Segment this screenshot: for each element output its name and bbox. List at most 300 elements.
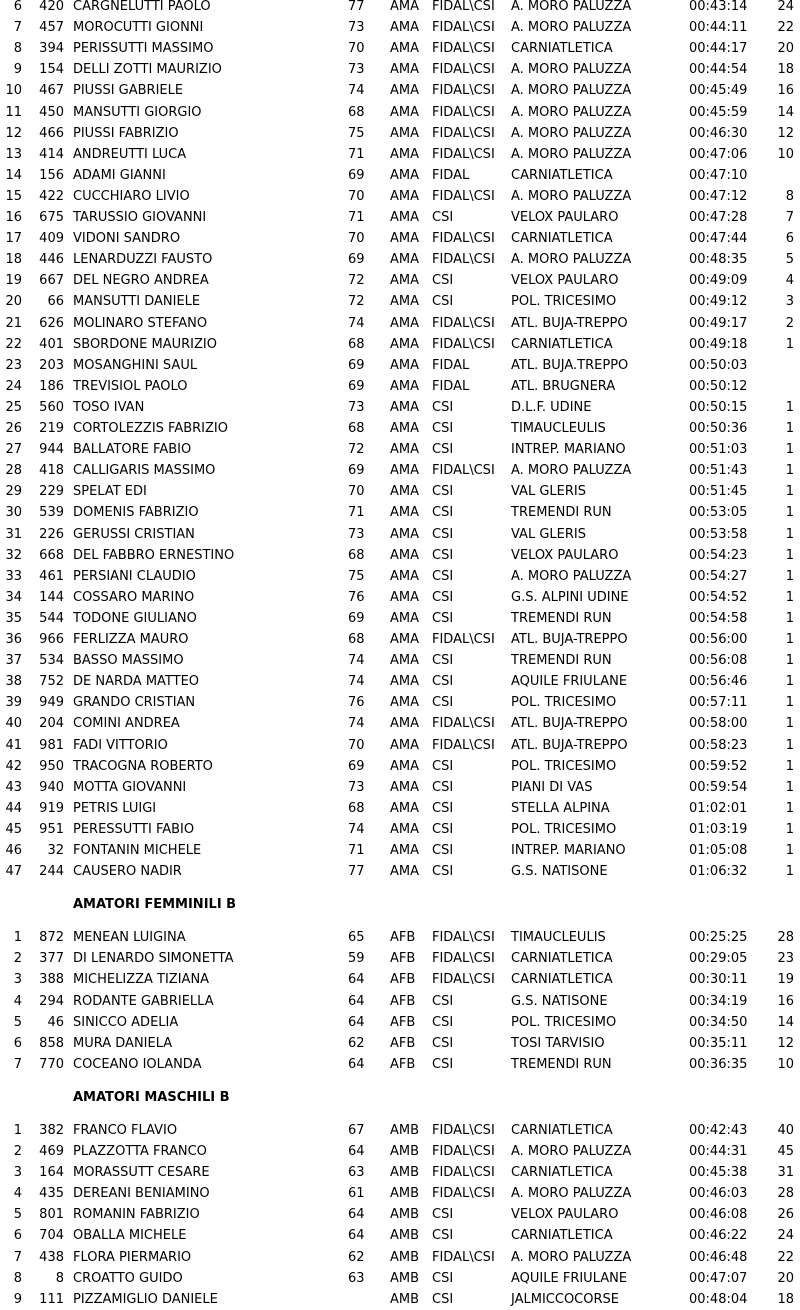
points-cell: 10	[777, 146, 794, 162]
finish-time-cell: 00:47:06	[689, 146, 748, 162]
position-cell: 2	[13, 951, 22, 967]
category-cell: AMB	[390, 1228, 420, 1244]
birth-year-cell: 72	[348, 442, 365, 458]
birth-year-cell: 64	[348, 1014, 365, 1030]
category-cell: AMB	[390, 1291, 420, 1307]
finish-time-cell: 00:57:11	[689, 695, 748, 711]
result-row	[0, 1226, 800, 1246]
result-row	[0, 1290, 800, 1310]
points-cell: 16	[777, 993, 794, 1009]
position-cell: 4	[13, 1186, 22, 1202]
club-cell: A. MORO PALUZZA	[511, 1186, 632, 1202]
finish-time-cell: 00:36:35	[689, 1056, 748, 1072]
club-cell: ATL. BUJA-TREPPO	[511, 315, 628, 331]
birth-year-cell: 69	[348, 252, 365, 268]
category-cell: AMA	[390, 231, 420, 247]
federation-cell: FIDAL\CSI	[432, 252, 495, 268]
points-cell: 1	[785, 653, 794, 669]
birth-year-cell: 74	[348, 674, 365, 690]
birth-year-cell: 69	[348, 610, 365, 626]
result-row	[0, 588, 800, 608]
club-cell: PIANI DI VAS	[511, 779, 593, 795]
federation-cell: CSI	[432, 526, 454, 542]
federation-cell: FIDAL\CSI	[432, 1249, 495, 1265]
club-cell: A. MORO PALUZZA	[511, 146, 632, 162]
bib-number-cell: 186	[39, 378, 64, 394]
category-cell: AMA	[390, 843, 420, 858]
birth-year-cell: 75	[348, 125, 365, 141]
bib-number-cell: 377	[39, 951, 64, 967]
birth-year-cell: 77	[348, 0, 365, 14]
result-row	[0, 419, 800, 439]
federation-cell: CSI	[432, 442, 454, 458]
result-row	[0, 1121, 800, 1141]
athlete-name-cell: COMINI ANDREA	[73, 716, 180, 732]
athlete-name-cell: PERESSUTTI FABIO	[73, 821, 195, 837]
position-cell: 32	[5, 547, 22, 563]
result-row	[0, 672, 800, 692]
position-cell: 36	[5, 632, 22, 647]
result-row	[0, 1248, 800, 1268]
result-row	[0, 1013, 800, 1033]
club-cell: TREMENDI RUN	[511, 653, 612, 669]
result-row	[0, 714, 800, 734]
category-cell: AMB	[390, 1144, 420, 1159]
finish-time-cell: 00:42:43	[689, 1122, 748, 1138]
federation-cell: CSI	[432, 1228, 454, 1244]
club-cell: INTREP. MARIANO	[511, 843, 626, 858]
result-row	[0, 440, 800, 460]
club-cell: TOSI TARVISIO	[511, 1035, 605, 1051]
position-cell: 23	[5, 357, 22, 373]
bib-number-cell: 626	[39, 315, 64, 331]
finish-time-cell: 00:50:36	[689, 421, 748, 436]
athlete-name-cell: CUCCHIARO LIVIO	[73, 188, 190, 204]
finish-time-cell: 00:45:49	[689, 83, 748, 99]
club-cell: ATL. BUJA-TREPPO	[511, 716, 628, 732]
result-row	[0, 314, 800, 334]
category-cell: AFB	[390, 993, 416, 1009]
bib-number-cell: 949	[39, 695, 64, 711]
birth-year-cell: 73	[348, 20, 365, 36]
result-row	[0, 166, 800, 186]
category-cell: AMA	[390, 252, 420, 268]
athlete-name-cell: MANSUTTI DANIELE	[73, 294, 201, 310]
category-cell: AMB	[390, 1207, 420, 1223]
points-cell: 31	[777, 1165, 794, 1181]
club-cell: ATL. BUJA-TREPPO	[511, 737, 628, 753]
federation-cell: FIDAL\CSI	[432, 0, 495, 14]
birth-year-cell: 69	[348, 357, 365, 373]
position-cell: 47	[5, 864, 22, 880]
result-row	[0, 187, 800, 207]
club-cell: A. MORO PALUZZA	[511, 20, 632, 36]
club-cell: CARNIATLETICA	[511, 167, 613, 183]
bib-number-cell: 156	[39, 167, 64, 183]
club-cell: CARNIATLETICA	[511, 1165, 613, 1181]
athlete-name-cell: RODANTE GABRIELLA	[73, 993, 214, 1009]
points-cell: 1	[785, 547, 794, 563]
club-cell: G.S. ALPINI UDINE	[511, 589, 629, 605]
category-cell: AMA	[390, 653, 420, 669]
athlete-name-cell: TARUSSIO GIOVANNI	[73, 210, 207, 225]
club-cell: ATL. BUJA.TREPPO	[511, 357, 629, 373]
club-cell: TREMENDI RUN	[511, 505, 612, 521]
points-cell: 18	[777, 1291, 794, 1307]
result-row	[0, 862, 800, 882]
position-cell: 43	[5, 779, 22, 795]
federation-cell: FIDAL\CSI	[432, 1144, 495, 1159]
federation-cell: CSI	[432, 610, 454, 626]
birth-year-cell: 72	[348, 294, 365, 310]
athlete-name-cell: BALLATORE FABIO	[73, 442, 192, 458]
birth-year-cell: 73	[348, 779, 365, 795]
bib-number-cell: 940	[39, 779, 64, 795]
position-cell: 11	[5, 104, 22, 120]
athlete-name-cell: ADAMI GIANNI	[73, 167, 166, 183]
bib-number-cell: 46	[47, 1014, 64, 1030]
athlete-name-cell: DEREANI BENIAMINO	[73, 1186, 210, 1202]
bib-number-cell: 467	[39, 83, 64, 99]
bib-number-cell: 244	[39, 864, 64, 880]
points-cell: 12	[777, 1035, 794, 1051]
position-cell: 15	[5, 188, 22, 204]
finish-time-cell: 00:54:52	[689, 589, 748, 605]
finish-time-cell: 00:47:44	[689, 231, 748, 247]
federation-cell: FIDAL	[432, 167, 470, 183]
federation-cell: CSI	[432, 800, 454, 816]
category-cell: AMA	[390, 41, 420, 57]
finish-time-cell: 00:49:18	[689, 336, 748, 352]
category-cell: AMA	[390, 716, 420, 732]
category-cell: AMA	[390, 779, 420, 795]
finish-time-cell: 00:54:58	[689, 610, 748, 626]
position-cell: 13	[5, 146, 22, 162]
athlete-name-cell: FADI VITTORIO	[73, 737, 168, 753]
finish-time-cell: 00:35:11	[689, 1035, 748, 1051]
club-cell: VELOX PAULARO	[511, 273, 619, 289]
club-cell: STELLA ALPINA	[511, 800, 610, 816]
category-cell: AMB	[390, 1270, 420, 1286]
birth-year-cell: 64	[348, 1228, 365, 1244]
birth-year-cell: 71	[348, 505, 365, 521]
birth-year-cell: 63	[348, 1165, 365, 1181]
position-cell: 44	[5, 800, 22, 816]
federation-cell: CSI	[432, 758, 454, 774]
birth-year-cell: 64	[348, 1144, 365, 1159]
birth-year-cell: 74	[348, 653, 365, 669]
position-cell: 8	[13, 41, 22, 57]
club-cell: A. MORO PALUZZA	[511, 1144, 632, 1159]
birth-year-cell: 68	[348, 632, 365, 647]
result-row	[0, 1184, 800, 1204]
bib-number-cell: 534	[39, 653, 64, 669]
birth-year-cell: 68	[348, 336, 365, 352]
category-cell: AMA	[390, 336, 420, 352]
club-cell: A. MORO PALUZZA	[511, 1249, 632, 1265]
bib-number-cell: 560	[39, 399, 64, 415]
position-cell: 1	[13, 1122, 22, 1138]
athlete-name-cell: PIUSSI GABRIELE	[73, 83, 184, 99]
federation-cell: CSI	[432, 505, 454, 521]
category-cell: AMA	[390, 315, 420, 331]
position-cell: 26	[5, 421, 22, 436]
result-row	[0, 928, 800, 948]
birth-year-cell: 70	[348, 484, 365, 500]
athlete-name-cell: PERISSUTTI MASSIMO	[73, 41, 214, 57]
position-cell: 28	[5, 463, 22, 479]
federation-cell: CSI	[432, 589, 454, 605]
points-cell: 40	[777, 1122, 794, 1138]
points-cell: 1	[785, 716, 794, 732]
finish-time-cell: 01:05:08	[689, 843, 748, 858]
finish-time-cell: 00:45:38	[689, 1165, 748, 1181]
result-row	[0, 398, 800, 418]
finish-time-cell: 00:47:28	[689, 210, 748, 225]
result-row	[0, 949, 800, 969]
position-cell: 2	[13, 1144, 22, 1159]
athlete-name-cell: MENEAN LUIGINA	[73, 930, 186, 946]
club-cell: VAL GLERIS	[511, 526, 586, 542]
birth-year-cell: 69	[348, 378, 365, 394]
result-row	[0, 250, 800, 270]
club-cell: INTREP. MARIANO	[511, 442, 626, 458]
result-row	[0, 525, 800, 545]
bib-number-cell: 544	[39, 610, 64, 626]
finish-time-cell: 00:34:19	[689, 993, 748, 1009]
finish-time-cell: 01:03:19	[689, 821, 748, 837]
points-cell: 1	[785, 484, 794, 500]
position-cell: 41	[5, 737, 22, 753]
finish-time-cell: 00:44:17	[689, 41, 748, 57]
bib-number-cell: 226	[39, 526, 64, 542]
bib-number-cell: 951	[39, 821, 64, 837]
bib-number-cell: 409	[39, 231, 64, 247]
athlete-name-cell: DE NARDA MATTEO	[73, 674, 200, 690]
position-cell: 37	[5, 653, 22, 669]
bib-number-cell: 668	[39, 547, 64, 563]
bib-number-cell: 219	[39, 421, 64, 436]
birth-year-cell: 75	[348, 568, 365, 584]
athlete-name-cell: PETRIS LUIGI	[73, 800, 157, 816]
position-cell: 33	[5, 568, 22, 584]
athlete-name-cell: DEL NEGRO ANDREA	[73, 273, 209, 289]
club-cell: POL. TRICESIMO	[511, 821, 617, 837]
federation-cell: CSI	[432, 1270, 454, 1286]
club-cell: CARNIATLETICA	[511, 1122, 613, 1138]
athlete-name-cell: FERLIZZA MAURO	[73, 632, 189, 647]
finish-time-cell: 00:47:07	[689, 1270, 748, 1286]
athlete-name-cell: DELLI ZOTTI MAURIZIO	[73, 62, 222, 78]
result-row	[0, 377, 800, 397]
result-row	[0, 841, 800, 861]
finish-time-cell: 00:46:08	[689, 1207, 748, 1223]
federation-cell: FIDAL\CSI	[432, 930, 495, 946]
federation-cell: CSI	[432, 210, 454, 225]
federation-cell: CSI	[432, 1056, 454, 1072]
position-cell: 8	[13, 1270, 22, 1286]
finish-time-cell: 00:54:23	[689, 547, 748, 563]
points-cell: 1	[785, 336, 794, 352]
athlete-name-cell: CARGNELUTTI PAOLO	[73, 0, 211, 14]
category-cell: AMA	[390, 273, 420, 289]
bib-number-cell: 801	[39, 1207, 64, 1223]
position-cell: 46	[5, 843, 22, 858]
position-cell: 40	[5, 716, 22, 732]
finish-time-cell: 00:47:12	[689, 188, 748, 204]
finish-time-cell: 00:50:15	[689, 399, 748, 415]
birth-year-cell: 59	[348, 951, 365, 967]
finish-time-cell: 00:56:00	[689, 632, 748, 647]
points-cell: 28	[777, 930, 794, 946]
club-cell: A. MORO PALUZZA	[511, 104, 632, 120]
federation-cell: FIDAL\CSI	[432, 951, 495, 967]
athlete-name-cell: COSSARO MARINO	[73, 589, 195, 605]
position-cell: 29	[5, 484, 22, 500]
club-cell: A. MORO PALUZZA	[511, 252, 632, 268]
athlete-name-cell: BASSO MASSIMO	[73, 653, 184, 669]
birth-year-cell: 70	[348, 737, 365, 753]
bib-number-cell: 203	[39, 357, 64, 373]
category-cell: AMA	[390, 0, 420, 14]
club-cell: A. MORO PALUZZA	[511, 463, 632, 479]
result-row	[0, 81, 800, 101]
bib-number-cell: 204	[39, 716, 64, 732]
bib-number-cell: 438	[39, 1249, 64, 1265]
points-cell: 22	[777, 20, 794, 36]
federation-cell: FIDAL\CSI	[432, 632, 495, 647]
federation-cell: FIDAL\CSI	[432, 231, 495, 247]
athlete-name-cell: OBALLA MICHELE	[73, 1228, 187, 1244]
result-row	[0, 820, 800, 840]
federation-cell: CSI	[432, 864, 454, 880]
federation-cell: CSI	[432, 821, 454, 837]
bib-number-cell: 858	[39, 1035, 64, 1051]
club-cell: VELOX PAULARO	[511, 1207, 619, 1223]
position-cell: 12	[5, 125, 22, 141]
result-row	[0, 335, 800, 355]
federation-cell: CSI	[432, 1291, 454, 1307]
federation-cell: CSI	[432, 1035, 454, 1051]
points-cell: 4	[785, 273, 794, 289]
points-cell: 1	[785, 505, 794, 521]
points-cell: 5	[785, 252, 794, 268]
birth-year-cell: 65	[348, 930, 365, 946]
athlete-name-cell: COCEANO IOLANDA	[73, 1056, 202, 1072]
athlete-name-cell: LENARDUZZI FAUSTO	[73, 252, 213, 268]
position-cell: 16	[5, 210, 22, 225]
federation-cell: CSI	[432, 294, 454, 310]
position-cell: 14	[5, 167, 22, 183]
athlete-name-cell: MOSANGHINI SAUL	[73, 357, 198, 373]
result-row	[0, 18, 800, 38]
result-row	[0, 356, 800, 376]
finish-time-cell: 00:46:03	[689, 1186, 748, 1202]
result-row	[0, 1269, 800, 1289]
position-cell: 7	[13, 1249, 22, 1265]
position-cell: 18	[5, 252, 22, 268]
finish-time-cell: 00:46:48	[689, 1249, 748, 1265]
bib-number-cell: 420	[39, 0, 64, 14]
position-cell: 25	[5, 399, 22, 415]
category-cell: AMA	[390, 421, 420, 436]
athlete-name-cell: MANSUTTI GIORGIO	[73, 104, 202, 120]
bib-number-cell: 154	[39, 62, 64, 78]
athlete-name-cell: FLORA PIERMARIO	[73, 1249, 192, 1265]
federation-cell: FIDAL	[432, 378, 470, 394]
federation-cell: CSI	[432, 399, 454, 415]
result-row	[0, 1034, 800, 1054]
birth-year-cell: 74	[348, 716, 365, 732]
result-row	[0, 1055, 800, 1075]
position-cell: 6	[13, 1035, 22, 1051]
points-cell: 20	[777, 41, 794, 57]
result-row	[0, 1142, 800, 1162]
result-row	[0, 461, 800, 481]
club-cell: A. MORO PALUZZA	[511, 568, 632, 584]
athlete-name-cell: PLAZZOTTA FRANCO	[73, 1144, 207, 1159]
points-cell: 20	[777, 1270, 794, 1286]
bib-number-cell: 8	[55, 1270, 64, 1286]
result-row	[0, 651, 800, 671]
bib-number-cell: 872	[39, 930, 64, 946]
points-cell: 1	[785, 610, 794, 626]
category-cell: AMA	[390, 442, 420, 458]
result-row	[0, 482, 800, 502]
club-cell: POL. TRICESIMO	[511, 695, 617, 711]
athlete-name-cell: SINICCO ADELIA	[73, 1014, 179, 1030]
bib-number-cell: 394	[39, 41, 64, 57]
birth-year-cell: 77	[348, 864, 365, 880]
federation-cell: CSI	[432, 421, 454, 436]
category-cell: AMA	[390, 568, 420, 584]
federation-cell: CSI	[432, 484, 454, 500]
points-cell: 3	[785, 294, 794, 310]
club-cell: VAL GLERIS	[511, 484, 586, 500]
federation-cell: FIDAL\CSI	[432, 146, 495, 162]
bib-number-cell: 294	[39, 993, 64, 1009]
birth-year-cell: 69	[348, 758, 365, 774]
points-cell: 1	[785, 843, 794, 858]
athlete-name-cell: PERSIANI CLAUDIO	[73, 568, 196, 584]
points-cell: 16	[777, 83, 794, 99]
bib-number-cell: 66	[47, 294, 64, 310]
bib-number-cell: 919	[39, 800, 64, 816]
finish-time-cell: 00:44:54	[689, 62, 748, 78]
position-cell: 39	[5, 695, 22, 711]
result-row	[0, 503, 800, 523]
points-cell: 1	[785, 821, 794, 837]
birth-year-cell: 67	[348, 1122, 365, 1138]
bib-number-cell: 111	[39, 1291, 64, 1307]
bib-number-cell: 944	[39, 442, 64, 458]
birth-year-cell: 72	[348, 273, 365, 289]
athlete-name-cell: MOROCUTTI GIONNI	[73, 20, 204, 36]
federation-cell: FIDAL\CSI	[432, 972, 495, 988]
finish-time-cell: 00:49:09	[689, 273, 748, 289]
category-cell: AMA	[390, 294, 420, 310]
federation-cell: CSI	[432, 993, 454, 1009]
athlete-name-cell: TODONE GIULIANO	[73, 610, 197, 626]
position-cell: 22	[5, 336, 22, 352]
bib-number-cell: 414	[39, 146, 64, 162]
category-cell: AMA	[390, 695, 420, 711]
birth-year-cell: 64	[348, 1207, 365, 1223]
result-row	[0, 992, 800, 1012]
points-cell: 1	[785, 864, 794, 880]
birth-year-cell: 70	[348, 41, 365, 57]
birth-year-cell: 64	[348, 993, 365, 1009]
